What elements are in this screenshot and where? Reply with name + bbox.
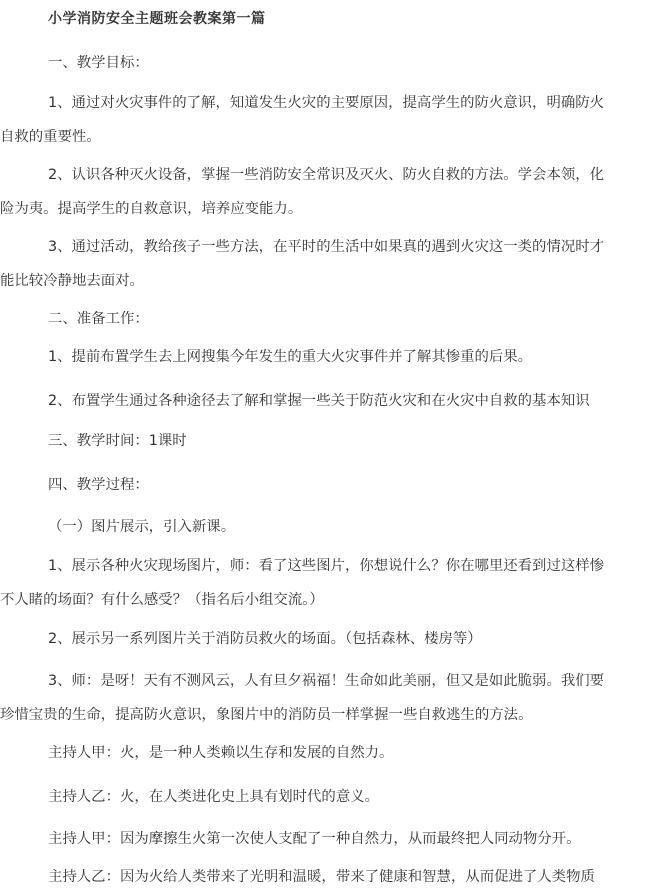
text-line: 2、布置学生通过各种途径去了解和掌握一些关于防范火灾和在火灾中自救的基本知识 bbox=[48, 393, 590, 409]
text-line: 3、师：是呀！天有不测风云，人有旦夕祸福！生命如此美丽，但又是如此脆弱。我们要 bbox=[48, 673, 605, 689]
text-line: 二、准备工作： bbox=[48, 311, 149, 327]
paragraph bbox=[0, 230, 664, 298]
text-line: 主持人甲：火，是一种人类赖以生存和发展的自然力。 bbox=[48, 745, 394, 761]
paragraph bbox=[0, 736, 664, 770]
paragraph bbox=[0, 622, 664, 656]
text-line: 一、教学目标： bbox=[48, 55, 149, 71]
text-line: 1、提前布置学生去上网搜集今年发生的重大火灾事件并了解其惨重的后果。 bbox=[48, 349, 533, 365]
paragraph bbox=[0, 860, 664, 894]
paragraph bbox=[0, 86, 664, 154]
paragraph bbox=[0, 340, 664, 374]
text-line: 险为夷。提高学生的自救意识，培养应变能力。 bbox=[0, 201, 303, 217]
text-line: 不人睹的场面？有什么感受？（指名后小组交流。） bbox=[0, 592, 324, 608]
paragraph bbox=[0, 780, 664, 814]
paragraph bbox=[0, 384, 664, 418]
text-line: 1、展示各种火灾现场图片，师：看了这些图片，你想说什么？你在哪里还看到过这样惨 bbox=[48, 558, 605, 574]
text-line: 能比较冷静地去面对。 bbox=[0, 273, 144, 289]
text-line: 主持人乙：因为火给人类带来了光明和温暖，带来了健康和智慧，从而促进了人类物质 bbox=[48, 869, 595, 885]
text-line: 珍惜宝贵的生命，提高防火意识，象图片中的消防员一样掌握一些自救逃生的方法。 bbox=[0, 707, 533, 723]
document-title: 小学消防安全主题班会教案第一篇 bbox=[48, 11, 266, 27]
text-line: 2、展示另一系列图片关于消防员救火的场面。（包括森林、楼房等） bbox=[48, 631, 482, 647]
paragraph bbox=[0, 822, 664, 856]
paragraph bbox=[0, 510, 664, 544]
text-line: 主持人甲：因为摩擦生火第一次使人支配了一种自然力，从而最终把人同动物分开。 bbox=[48, 831, 581, 847]
paragraph bbox=[0, 468, 664, 502]
paragraph bbox=[0, 46, 664, 80]
paragraph bbox=[0, 424, 664, 458]
text-line: 3、通过活动，教给孩子一些方法，在平时的生活中如果真的遇到火灾这一类的情况时才 bbox=[48, 239, 605, 255]
text-line: （一）图片展示，引入新课。 bbox=[48, 519, 236, 535]
paragraph bbox=[0, 158, 664, 226]
text-line: 1、通过对火灾事件的了解，知道发生火灾的主要原因，提高学生的防火意识，明确防火 bbox=[48, 95, 605, 111]
text-line: 主持人乙：火，在人类进化史上具有划时代的意义。 bbox=[48, 789, 379, 805]
paragraph bbox=[0, 664, 664, 732]
text-line: 三、教学时间：1课时 bbox=[48, 433, 187, 449]
paragraph bbox=[0, 549, 664, 617]
text-line: 2、认识各种灭火设备，掌握一些消防安全常识及灭火、防火自救的方法。学会本领，化 bbox=[48, 167, 605, 183]
text-line: 四、教学过程： bbox=[48, 477, 149, 493]
paragraph bbox=[0, 302, 664, 336]
text-line: 自救的重要性。 bbox=[0, 129, 101, 145]
